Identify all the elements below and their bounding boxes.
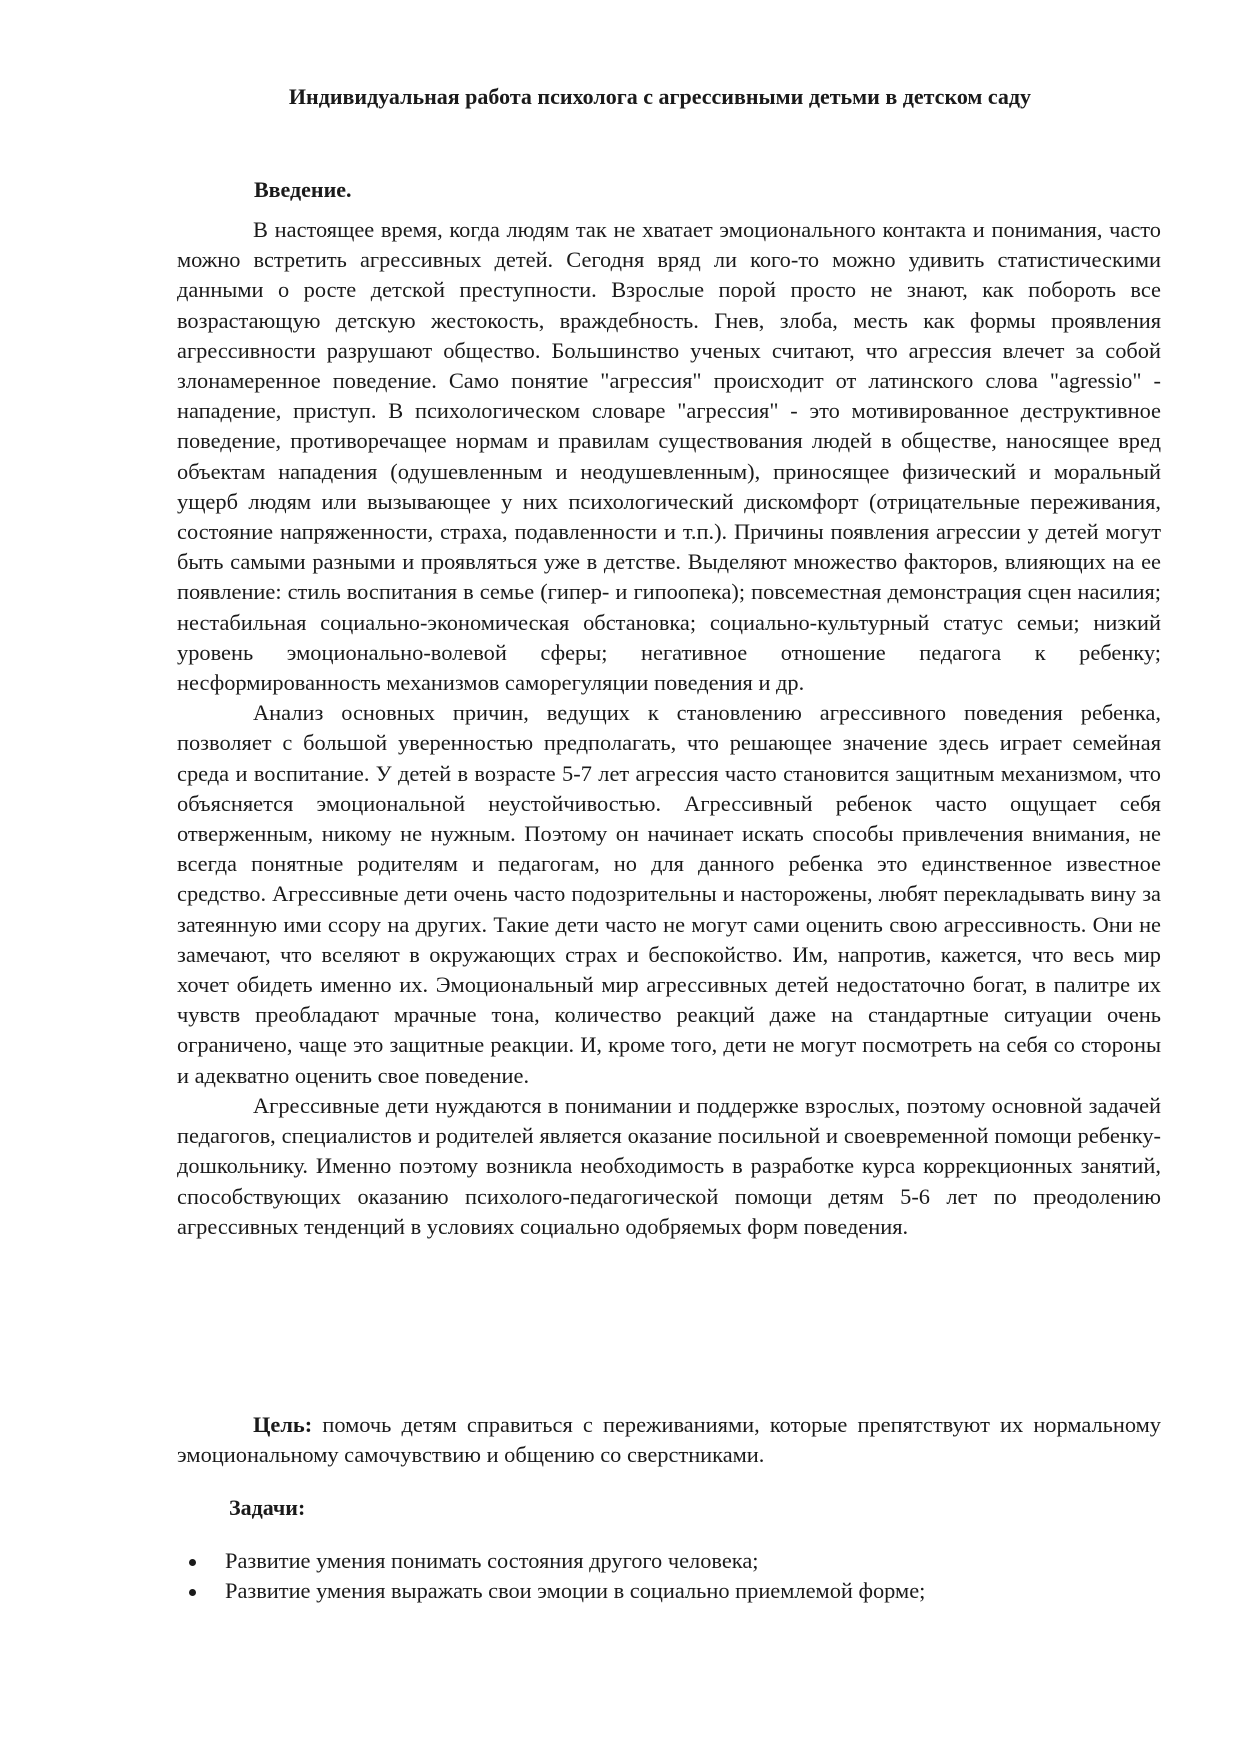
tasks-heading: Задачи: [229, 1495, 306, 1520]
paragraph-2: Анализ основных причин, ведущих к становлению агрессивного поведения ребенка, позволяет с большой уверенностью предполагать, что решающее значение здесь играет семейная среда и воспитание. У детей в возрасте 5-7 лет агрессия часто становится защитным механизмом, что объясняется эмоциональной неустойчивостью. Агрессивный ребенок часто ощущает себя отверженным, никому не нужным. Поэтому он начинает искать способы привлечения внимания, не всегда понятные родителям и педагогам, но для данного ребенка это единственное известное средство. Агрессивные дети очень часто подозрительны и насторожены, любят перекладывать вину за затеянную ими ссору на других. Такие дети часто не могут сами оценить свою агрессивность. Они не замечают, что вселяют в окружающих страх и беспокойство. Им, напротив, кажется, что весь мир хочет обидеть именно их. Эмоциональный мир агрессивных детей недостаточно богат, в палитре их чувств преобладают мрачные тона, количество реакций даже на стандартные ситуации очень ограничено, чаще это защитные реакции. И, кроме того, дети не могут посмотреть на себя со стороны и адекватно оценить свое поведение. [177, 700, 1161, 1088]
paragraph-3: Агрессивные дети нуждаются в понимании и поддержке взрослых, поэтому основной задачей педагогов, специалистов и родителей является оказание посильной и своевременной помощи ребенку-дошкольнику. Именно поэтому возникла необходимость в разработке курса коррекционных занятий, способствующих оказанию психолого-педагогической помощи детям 5-6 лет по преодолению агрессивных тенденций в условиях социально одобряемых форм поведения. [177, 1092, 1161, 1239]
task-text: Развитие умения выражать свои эмоции в социально приемлемой форме; [225, 1578, 926, 1604]
goal-label: Цель: [253, 1412, 313, 1437]
goal-text: помочь детям справиться с переживаниями, которые препятствуют их нормальному эмоциональному самочувствию и общению со сверстниками. [177, 1412, 1161, 1468]
document-title: Индивидуальная работа психолога с агрессивными детьми в детском саду [288, 84, 1032, 109]
paragraph-1: В настоящее время, когда людям так не хватает эмоционального контакта и понимания, часто можно встретить агрессивных детей. Сегодня вряд ли кого-то можно удивить статистическими данными о росте детской преступности. Взрослые порой просто не знают, как побороть все возрастающую детскую жестокость, враждебность. Гнев, злоба, месть как формы проявления агрессивности разрушают общество. Большинство ученых считают, что агрессия влечет за собой злонамеренное поведение. Само понятие "агрессия" происходит от латинского слова "agressio" - нападение, приступ. В психологическом словаре "агрессия" - это мотивированное деструктивное поведение, противоречащее нормам и правилам существования людей в обществе, наносящее вред объектам нападения (одушевленным и неодушевленным), приносящее физический и моральный ущерб людям или вызывающее у них психологический дискомфорт (отрицательные переживания, состояние напряженности, страха, подавленности и т.п.). Причины появления агрессии у детей могут быть самыми разными и проявляться уже в детстве. Выделяют множество факторов, влияющих на ее появление: стиль воспитания в семье (гипер- и гипоопека); повсеместная демонстрация сцен насилия; нестабильная социально-экономическая обстановка; социально-культурный статус семьи; низкий уровень эмоционально-волевой сферы; негативное отношение педагога к ребенку; несформированность механизмов саморегуляции поведения и др. [177, 217, 1161, 696]
list-item [177, 1576, 1161, 1606]
tasks-list [177, 1546, 1161, 1606]
bullet-icon [189, 1589, 196, 1596]
list-item [177, 1546, 1161, 1576]
task-text: Развитие умения понимать состояния другого человека; [225, 1548, 759, 1573]
goal-paragraph [177, 1410, 1161, 1470]
intro-heading: Введение. [254, 177, 352, 202]
intro-body [177, 215, 1161, 1242]
bullet-icon [189, 1559, 196, 1566]
